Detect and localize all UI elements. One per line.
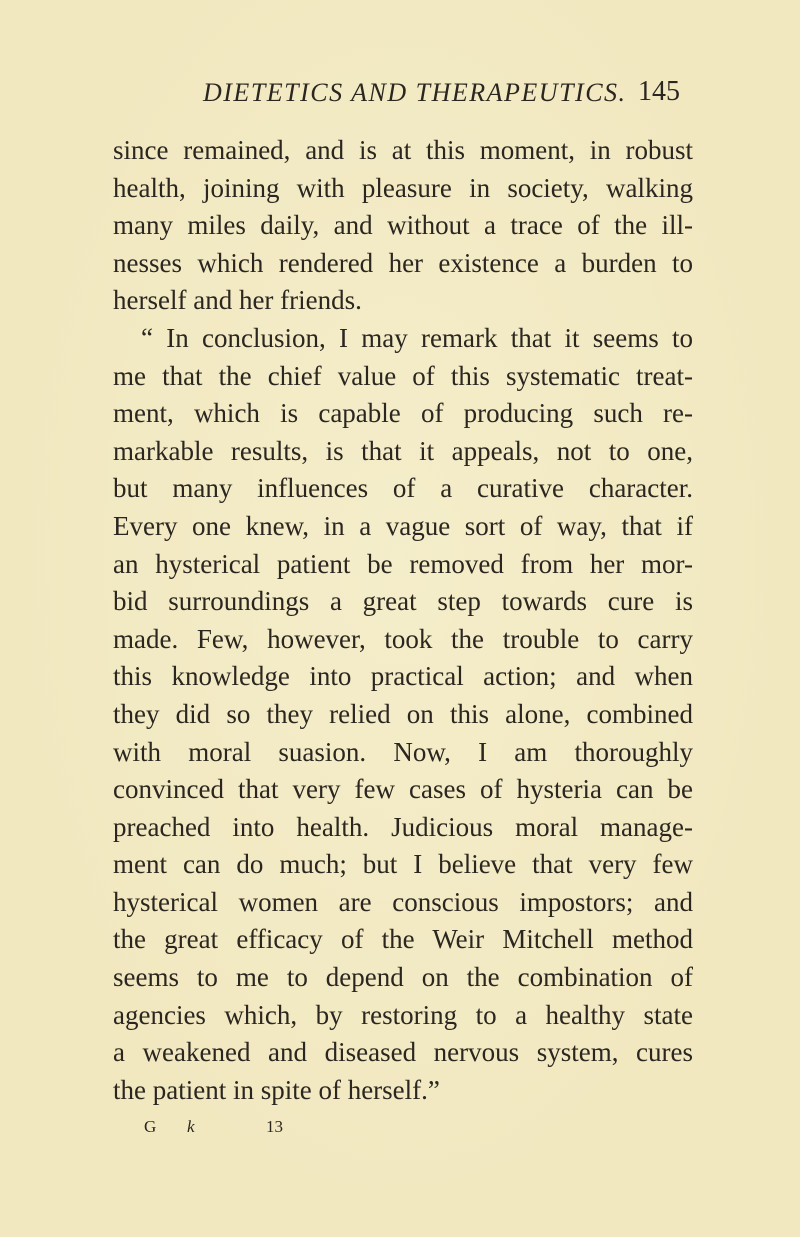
page-header	[100, 76, 688, 116]
page-footer	[144, 1117, 344, 1141]
text-line: hysterical women are conscious impostors; and	[113, 886, 693, 917]
text-line: the patient in spite of herself.”	[113, 1074, 440, 1105]
text-line: “ In conclusion, I may remark that it seems to	[141, 322, 693, 353]
text-line: an hysterical patient be removed from her mor-	[113, 548, 693, 579]
text-line: the great efficacy of the Weir Mitchell method	[113, 924, 693, 955]
body-text	[113, 132, 693, 1109]
page-number: 145	[638, 76, 680, 107]
text-line: agencies which, by restoring to a healthy state	[113, 999, 693, 1030]
text-line: this knowledge into practical action; and when	[113, 661, 693, 692]
text-line: bid surroundings a great step towards cure is	[113, 586, 693, 617]
running-head: DIETETICS AND THERAPEUTICS.	[203, 78, 627, 107]
text-line: convinced that very few cases of hysteria can be	[113, 774, 693, 805]
text-line: made. Few, however, took the trouble to carry	[113, 623, 693, 654]
text-line: herself and her friends.	[113, 285, 362, 316]
text-line: they did so they relied on this alone, combined	[113, 698, 693, 729]
text-line: since remained, and is at this moment, in robust	[113, 135, 693, 165]
text-line: with moral suasion. Now, I am thoroughly	[113, 736, 693, 767]
text-line: nesses which rendered her existence a burden to	[113, 247, 693, 278]
text-line: ment can do much; but I believe that very few	[113, 849, 693, 880]
text-line: markable results, is that it appeals, not to one,	[113, 435, 693, 466]
text-line: ment, which is capable of producing such re-	[113, 398, 693, 429]
text-line: seems to me to depend on the combination of	[113, 962, 693, 993]
text-line: a weakened and diseased nervous system, cures	[113, 1037, 693, 1068]
text-line: me that the chief value of this systematic treat-	[113, 360, 693, 391]
text-line: many miles daily, and without a trace of the ill-	[113, 210, 693, 241]
text-line: but many influences of a curative character.	[113, 473, 693, 504]
text-line: Every one knew, in a vague sort of way, that if	[113, 510, 693, 541]
signature-k: k	[187, 1117, 195, 1136]
signature-mark: G	[144, 1117, 157, 1136]
text-line: health, joining with pleasure in society, walking	[113, 172, 693, 203]
gathering-number: 13	[266, 1117, 283, 1136]
text-line: preached into health. Judicious moral manage-	[113, 811, 693, 842]
